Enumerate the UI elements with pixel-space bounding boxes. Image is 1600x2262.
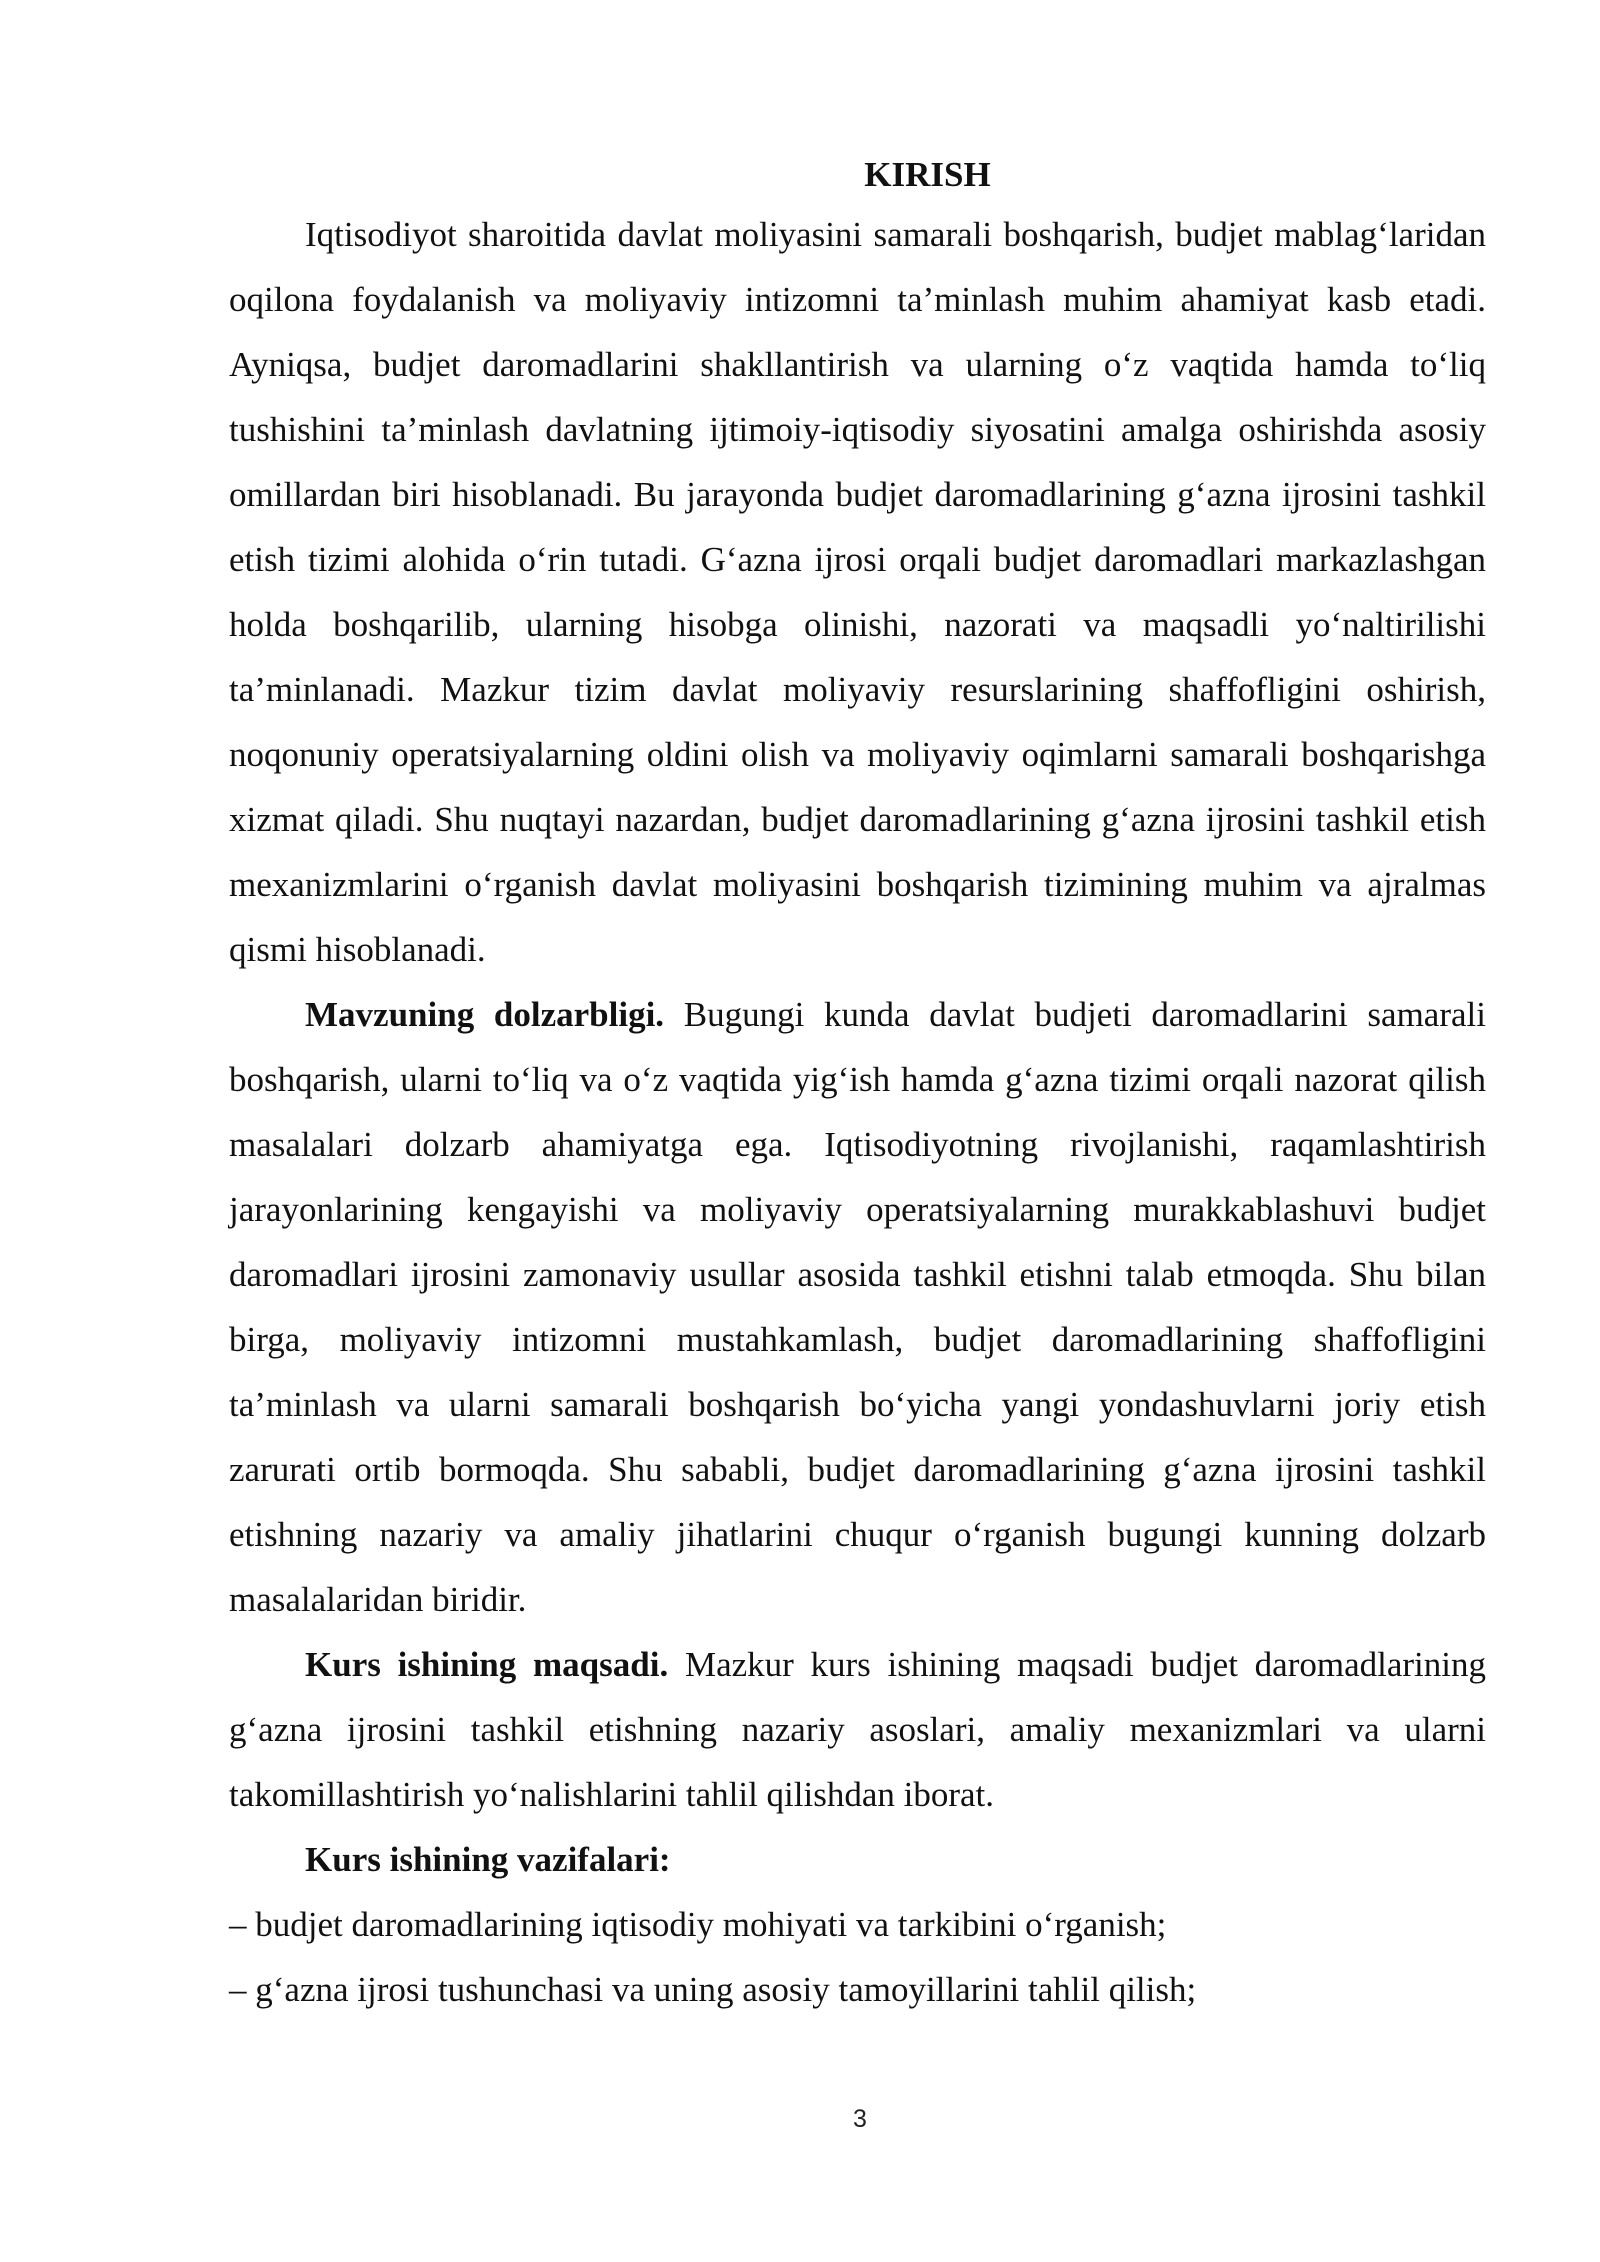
goal-paragraph: [229, 1632, 1486, 1827]
page-title: KIRISH: [864, 155, 991, 194]
intro-paragraph: Iqtisodiyot sharoitida davlat moliyasini samarali boshqarish, budjet mablag‘laridan oqilona foydalanish va moliyaviy intizomni ta’minlash muhim ahamiyat kasb etadi. Ayniqsa, budjet daromadlarini shakllantirish va ularning o‘z vaqtida hamda to‘liq tushishini ta’minlash davlatning ijtimoiy-iqtisodiy siyosatini amalga oshirishda asosiy omillardan biri hisoblanadi. Bu jarayonda budjet daromadlarining g‘azna ijrosini tashkil etish tizimi alohida o‘rin tutadi. G‘azna ijrosi orqali budjet daromadlari markazlashgan holda boshqarilib, ularning hisobga olinishi, nazorati va maqsadli yo‘naltirilishi ta’minlanadi. Mazkur tizim davlat moliyaviy resurslarining shaffofligini oshirish, noqonuniy operatsiyalarning oldini olish va moliyaviy oqimlarni samarali boshqarishga xizmat qiladi. Shu nuqtayi nazardan, budjet daromadlarining g‘azna ijrosini tashkil etish mexanizmlarini o‘rganish davlat moliyasini boshqarish tizimining muhim va ajralmas qismi hisoblanadi.: [229, 215, 1486, 969]
tasks-list: [229, 1892, 1486, 2022]
page-content: [229, 148, 1486, 2022]
list-item: – budjet daromadlarining iqtisodiy mohiyati va tarkibini o‘rganish;: [229, 1905, 1167, 1944]
tasks-heading: Kurs ishining vazifalari:: [305, 1840, 671, 1879]
page-number: 3: [853, 2105, 867, 2133]
relevance-text: Bugungi kunda davlat budjeti daromadlarini samarali boshqarish, ularni to‘liq va o‘z vaqtida yig‘ish hamda g‘azna tizimi orqali nazorat qilish masalalari dolzarb ahamiyatga ega. Iqtisodiyotning rivojlanishi, raqamlashtirish jarayonlarining kengayishi va moliyaviy operatsiyalarning murakkablashuvi budjet daromadlari ijrosini zamonaviy usullar asosida tashkil etishni talab etmoqda. Shu bilan birga, moliyaviy intizomni mustahkamlash, budjet daromadlarining shaffofligini ta’minlash va ularni samarali boshqarish bo‘yicha yangi yondashuvlarni joriy etish zarurati ortib bormoqda. Shu sababli, budjet daromadlarining g‘azna ijrosini tashkil etishning nazariy va amaliy jihatlarini chuqur o‘rganish bugungi kunning dolzarb masalalaridan biridir.: [229, 995, 1486, 1619]
goal-label: Kurs ishining maqsadi.: [305, 1645, 669, 1684]
relevance-label: Mavzuning dolzarbligi.: [305, 995, 665, 1034]
goal-text: Mazkur kurs ishining maqsadi budjet daromadlarining g‘azna ijrosini tashkil etishning nazariy asoslari, amaliy mexanizmlari va ularni takomillashtirish yo‘nalishlarini tahlil qilishdan iborat.: [229, 1645, 1486, 1814]
relevance-paragraph: [229, 982, 1486, 1632]
list-item: – g‘azna ijrosi tushunchasi va uning asosiy tamoyillarini tahlil qilish;: [229, 1970, 1197, 2009]
